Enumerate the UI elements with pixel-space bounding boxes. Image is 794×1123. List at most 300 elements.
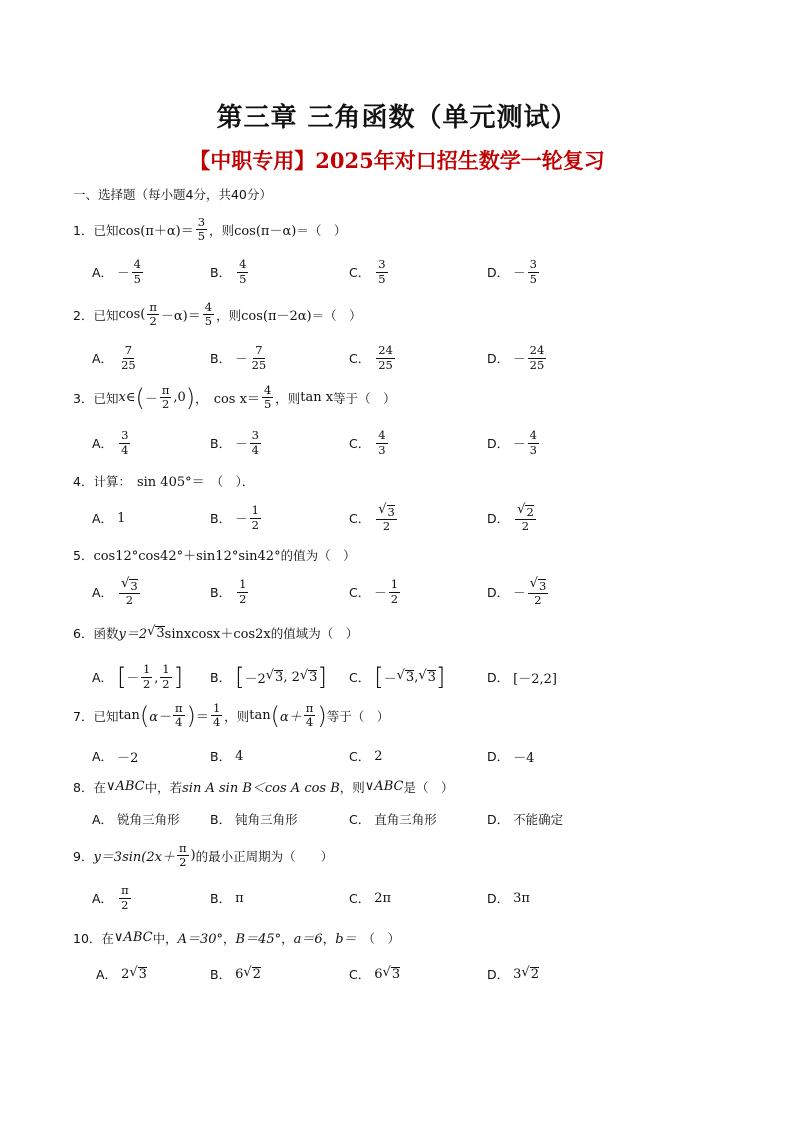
square-root <box>383 965 401 982</box>
fraction-denominator: 25 <box>378 357 393 372</box>
option-label: A． <box>96 967 118 982</box>
option-d[interactable] <box>487 570 550 614</box>
question-3 <box>73 384 396 411</box>
fraction <box>211 702 222 729</box>
math-expression: ∨ABC <box>113 930 153 945</box>
option-label: C． <box>349 436 371 451</box>
option-c[interactable] <box>349 876 391 920</box>
option-c[interactable] <box>349 797 437 841</box>
math-expression: 2 <box>121 966 130 982</box>
fraction-denominator: 2 <box>382 518 391 533</box>
text-span: 2． <box>73 307 94 323</box>
math-expression: y＝2 <box>118 627 148 642</box>
text-span: 中，若 <box>144 779 183 795</box>
text-span: ＝（ ） <box>311 307 362 323</box>
radical-sign: √ <box>529 576 538 592</box>
question-7 <box>73 702 389 729</box>
option-label: A． <box>92 891 114 906</box>
fraction <box>119 884 131 911</box>
square-root <box>300 668 318 685</box>
square-root <box>530 577 547 593</box>
fraction-numerator: 1 <box>239 577 247 592</box>
fraction-numerator: π <box>178 841 187 855</box>
option-label: D． <box>487 351 510 366</box>
radical-sign: √ <box>121 576 130 592</box>
fraction-numerator: 3 <box>121 428 129 443</box>
option-label: A． <box>92 585 114 600</box>
option-label: D． <box>487 585 510 600</box>
radicand: 3 <box>156 625 165 641</box>
fraction-denominator: 2 <box>390 591 399 606</box>
text-span: － <box>374 585 387 600</box>
fraction <box>376 503 397 533</box>
text-span: 中， <box>152 930 178 946</box>
fraction-numerator: 3 <box>251 428 259 443</box>
square-root <box>147 624 165 641</box>
option-a[interactable] <box>96 952 147 996</box>
option-b[interactable] <box>210 734 243 778</box>
option-d[interactable] <box>487 734 534 778</box>
radicand: 3 <box>391 967 401 983</box>
text-span: 9． <box>73 848 94 864</box>
text-span: 的最小正周期为（ ） <box>195 848 334 864</box>
fraction-denominator: 3 <box>378 442 386 457</box>
fraction <box>160 663 171 690</box>
fraction <box>250 344 269 371</box>
fraction-denominator: 5 <box>378 271 386 286</box>
text-span: 锐角三角形 <box>117 812 180 827</box>
page-title: 第三章 三角函数（单元测试） <box>216 103 578 133</box>
math-expression: y＝3sin(2x＋ <box>93 850 175 866</box>
fraction <box>177 842 189 869</box>
fraction <box>389 578 400 605</box>
option-b[interactable] <box>210 797 298 841</box>
text-span: 在 <box>101 930 114 946</box>
option-a[interactable] <box>92 655 183 699</box>
bracket: ] <box>173 663 183 691</box>
radicand: 3 <box>387 505 395 520</box>
fraction-numerator: 1 <box>251 503 259 518</box>
radicand: 2 <box>530 967 539 983</box>
text-span: 已知 <box>93 307 119 323</box>
option-label: B． <box>210 265 232 280</box>
math-expression: 6 <box>374 966 383 982</box>
math-expression: b＝ <box>335 932 357 947</box>
square-root <box>121 577 138 593</box>
fraction-denominator: 4 <box>251 442 259 457</box>
option-label: A． <box>92 812 114 827</box>
option-label: C． <box>349 967 371 982</box>
fraction-numerator <box>515 503 536 520</box>
radicand: 3 <box>275 670 284 686</box>
option-label: D． <box>487 511 510 526</box>
fraction-numerator: π <box>149 300 157 314</box>
radical-sign: √ <box>396 668 405 684</box>
text-span: － <box>235 511 248 526</box>
math-expression: cos x＝ <box>213 392 260 408</box>
fraction-denominator: 25 <box>251 357 267 372</box>
option-a[interactable] <box>92 421 132 465</box>
radical-sign: √ <box>299 668 309 684</box>
radical-sign: √ <box>378 502 387 518</box>
option-a[interactable] <box>92 797 180 841</box>
square-root <box>521 965 539 982</box>
option-a[interactable] <box>92 876 133 920</box>
option-b[interactable] <box>210 952 261 996</box>
text-span: 在 <box>93 779 106 795</box>
math-expression: ∨ABC <box>105 779 145 794</box>
math-expression: 2π <box>374 890 392 906</box>
fraction <box>237 258 248 285</box>
fraction <box>119 577 140 607</box>
text-span: 已知 <box>93 708 119 724</box>
question-2 <box>73 301 362 328</box>
fraction <box>250 429 261 456</box>
bracket: ) <box>317 701 327 730</box>
math-expression: －4 <box>513 750 535 766</box>
bracket: ] <box>435 663 446 691</box>
text-span: － <box>117 265 130 280</box>
text-span: － <box>235 351 248 366</box>
text-span: 8． <box>73 779 94 795</box>
fraction <box>173 702 185 729</box>
question-8 <box>73 777 453 796</box>
text-span: ，则 <box>224 708 250 724</box>
option-c[interactable] <box>349 496 399 540</box>
radical-sign: √ <box>265 668 275 684</box>
text-span: 直角三角形 <box>374 812 437 827</box>
text-span: （ ）． <box>210 473 255 489</box>
fraction <box>376 258 387 285</box>
fraction <box>119 344 138 371</box>
text-span: － <box>513 585 526 600</box>
question-5 <box>73 545 356 564</box>
text-span: （ ） <box>362 930 401 946</box>
fraction-numerator: π <box>305 701 314 715</box>
fraction-numerator: π <box>174 701 183 715</box>
fraction <box>262 384 273 411</box>
option-b[interactable] <box>210 570 250 614</box>
radicand: 3 <box>130 579 138 594</box>
fraction <box>528 344 547 371</box>
text-span: ，则 <box>339 779 365 795</box>
option-a[interactable] <box>92 496 125 540</box>
fraction-numerator: 7 <box>124 343 133 358</box>
bracket: [ <box>374 663 384 691</box>
option-d[interactable] <box>487 876 530 920</box>
option-label: A． <box>92 436 114 451</box>
math-expression: cos(π＋α)＝ <box>118 224 194 240</box>
math-expression: ＝ <box>195 710 209 726</box>
option-label: B． <box>210 585 232 600</box>
fraction-denominator: 2 <box>162 676 170 691</box>
fraction-denominator: 4 <box>175 715 183 730</box>
fraction-numerator: 24 <box>378 343 393 358</box>
fraction <box>196 216 207 243</box>
option-label: A． <box>92 265 114 280</box>
text-span: 5． <box>73 547 94 563</box>
option-label: B． <box>210 351 232 366</box>
text-span: 3． <box>73 390 94 406</box>
bracket: [ <box>117 663 127 691</box>
fraction-denominator: 2 <box>521 518 530 533</box>
text-span: ，则 <box>216 307 242 323</box>
fraction-denominator: 5 <box>239 271 247 286</box>
option-d[interactable] <box>487 250 541 294</box>
math-expression: [－2,2] <box>513 671 557 687</box>
fraction-numerator <box>376 503 397 520</box>
option-label: B． <box>210 749 232 764</box>
options-q2 <box>92 336 712 380</box>
text-span: － <box>513 436 526 451</box>
options-q1 <box>92 250 712 294</box>
square-root <box>397 668 415 685</box>
square-root <box>243 965 261 982</box>
option-label: A． <box>92 511 114 526</box>
text-span: 已知 <box>93 390 119 406</box>
text-span: , <box>154 669 159 685</box>
fraction-numerator: 4 <box>263 383 272 397</box>
fraction <box>132 258 143 285</box>
fraction-numerator: π <box>121 883 129 898</box>
fraction-denominator: 2 <box>161 397 170 412</box>
fraction-numerator <box>528 577 549 594</box>
option-c[interactable] <box>349 570 402 614</box>
option-label: C． <box>349 265 371 280</box>
fraction <box>528 258 539 285</box>
bracket: ( <box>135 383 145 412</box>
option-c[interactable] <box>349 421 390 465</box>
math-expression: sin A sin B＜cos A cos B <box>182 781 340 796</box>
page-subtitle: 【中职专用】2025年对口招生数学一轮复习 <box>189 148 605 173</box>
option-b[interactable] <box>210 496 263 540</box>
fraction-denominator: 5 <box>197 229 206 244</box>
radical-sign: √ <box>147 623 156 639</box>
options-q8 <box>92 797 712 841</box>
radical-sign: √ <box>418 668 427 684</box>
math-expression: π <box>235 890 244 906</box>
text-span: ， <box>322 930 336 946</box>
math-expression: － <box>383 671 397 687</box>
math-expression: a＝6 <box>293 932 323 947</box>
square-root <box>266 668 284 685</box>
text-span: 是（ ） <box>403 779 454 795</box>
text-span: 的值为（ ） <box>280 547 356 563</box>
math-expression: sinxcosx＋cos2x <box>164 627 271 642</box>
radical-sign: √ <box>517 502 526 518</box>
option-c[interactable] <box>349 952 400 996</box>
option-label: C． <box>349 511 371 526</box>
math-expression: cos(π－2α) <box>241 309 312 325</box>
fraction <box>376 429 387 456</box>
fraction-denominator: 5 <box>133 271 141 286</box>
math-expression: cos( <box>118 307 146 323</box>
radicand: 3 <box>309 670 318 686</box>
fraction-denominator: 25 <box>121 357 136 372</box>
text-span: 已知 <box>93 222 119 238</box>
option-label: C． <box>349 585 371 600</box>
option-label: D． <box>487 812 510 827</box>
option-label: C． <box>349 891 371 906</box>
fraction-denominator: 2 <box>251 517 259 532</box>
square-root <box>517 503 534 519</box>
option-a[interactable] <box>92 734 138 778</box>
options-q5 <box>92 570 712 614</box>
option-d[interactable] <box>487 797 563 841</box>
option-label: A． <box>92 670 114 685</box>
option-b[interactable] <box>210 336 270 380</box>
options-q10 <box>92 952 712 996</box>
text-span: 计算： <box>93 473 131 489</box>
section-heading: 一、选择题（每小题4分，共40分） <box>73 187 272 202</box>
option-a[interactable] <box>92 336 140 380</box>
option-c[interactable] <box>349 250 390 294</box>
fraction-numerator: 3 <box>378 257 386 272</box>
text-span: 10． <box>73 930 102 946</box>
bracket: [ <box>235 663 245 691</box>
fraction <box>304 702 316 729</box>
fraction-numerator: 24 <box>529 343 545 358</box>
math-expression: x∈ <box>118 390 136 406</box>
fraction <box>528 429 539 456</box>
fraction <box>203 301 214 328</box>
option-label: D． <box>487 749 510 764</box>
bracket: ) <box>186 701 196 730</box>
question-1 <box>73 216 346 243</box>
fraction-numerator: π <box>161 383 170 397</box>
fraction-denominator: 25 <box>529 357 545 372</box>
fraction-denominator: 2 <box>149 314 157 329</box>
math-expression: B＝45° <box>235 932 282 947</box>
radicand: 3 <box>427 670 436 686</box>
fraction-denominator: 2 <box>121 897 129 912</box>
fraction-denominator: 4 <box>212 715 221 730</box>
option-d[interactable] <box>487 655 557 699</box>
option-label: C． <box>349 670 371 685</box>
fraction-numerator: 1 <box>142 662 151 677</box>
fraction-numerator: 4 <box>133 257 141 272</box>
math-expression: cos(π－α) <box>234 224 297 240</box>
text-span: － <box>235 436 248 451</box>
math-expression: , <box>414 669 419 685</box>
option-a[interactable] <box>92 250 145 294</box>
option-c[interactable] <box>349 336 397 380</box>
text-span: 4． <box>73 473 94 489</box>
math-expression: － <box>144 392 158 408</box>
option-label: D． <box>487 436 510 451</box>
math-expression: －α)＝ <box>160 309 201 325</box>
fraction-numerator: 3 <box>529 257 537 272</box>
question-4 <box>73 471 254 490</box>
fraction-numerator: 1 <box>162 662 170 677</box>
math-expression: sin 405°＝ <box>136 475 205 490</box>
option-c[interactable] <box>349 655 445 699</box>
fraction-denominator: 2 <box>179 855 187 870</box>
fraction-numerator: 4 <box>239 257 247 272</box>
question-9 <box>73 842 333 869</box>
options-q9 <box>92 876 712 920</box>
fraction-numerator: 4 <box>378 428 386 443</box>
fraction-denominator: 5 <box>204 314 213 329</box>
math-expression: 1 <box>117 510 126 526</box>
text-span: 等于（ ） <box>326 708 390 724</box>
option-label: C． <box>349 351 371 366</box>
option-label: B． <box>210 967 232 982</box>
fraction-denominator: 2 <box>239 591 247 606</box>
option-d[interactable] <box>487 336 548 380</box>
math-expression: 3 <box>513 966 522 982</box>
fraction-denominator: 2 <box>534 592 542 607</box>
fraction-numerator: 4 <box>204 300 213 314</box>
fraction <box>237 578 248 605</box>
option-c[interactable] <box>349 734 383 778</box>
fraction <box>528 577 549 607</box>
option-label: D． <box>487 967 510 982</box>
bracket: ) <box>185 383 196 412</box>
options-q4 <box>92 496 712 540</box>
option-label: D． <box>487 265 510 280</box>
text-span: － <box>513 265 526 280</box>
text-span: － <box>513 351 526 366</box>
options-q3 <box>92 421 712 465</box>
math-expression: 3π <box>513 890 530 906</box>
question-10 <box>73 928 400 947</box>
fraction-denominator: 3 <box>529 442 537 457</box>
text-span: ， <box>223 930 236 946</box>
option-b[interactable] <box>210 655 327 699</box>
text-span: 不能确定 <box>513 812 564 827</box>
math-expression: cos12°cos42°＋sin12°sin42° <box>93 549 281 564</box>
option-label: B． <box>210 891 232 906</box>
radicand: 3 <box>405 670 415 686</box>
bracket: ] <box>317 663 327 691</box>
option-a[interactable] <box>92 570 142 614</box>
fraction-numerator: 3 <box>197 215 206 229</box>
text-span: ＝（ ） <box>296 222 347 238</box>
option-d[interactable] <box>487 496 538 540</box>
radical-sign: √ <box>521 965 530 981</box>
fraction-denominator: 4 <box>121 442 129 457</box>
text-span: ， <box>281 930 294 946</box>
option-b[interactable] <box>210 876 244 920</box>
text-span: ， <box>195 390 208 406</box>
option-label: C． <box>349 812 371 827</box>
option-d[interactable] <box>487 952 539 996</box>
math-expression: ) <box>190 848 196 864</box>
question-6 <box>73 623 358 642</box>
option-label: A． <box>92 749 114 764</box>
option-label: B． <box>210 670 232 685</box>
option-d[interactable] <box>487 421 541 465</box>
fraction-denominator: 4 <box>305 715 314 730</box>
square-root <box>129 965 147 982</box>
radicand: 2 <box>526 505 534 520</box>
math-expression: A＝30° <box>177 932 224 947</box>
radicand: 2 <box>252 967 261 983</box>
text-span: 的值域为（ ） <box>270 625 359 641</box>
math-expression: －2 <box>244 671 266 687</box>
text-span: 6． <box>73 625 94 641</box>
radical-sign: √ <box>243 965 252 981</box>
option-b[interactable] <box>210 421 263 465</box>
fraction <box>250 504 261 531</box>
text-span: 钝角三角形 <box>235 812 298 827</box>
square-root <box>418 668 436 685</box>
math-expression: α－ <box>149 710 171 726</box>
text-span: － <box>126 670 139 685</box>
option-b[interactable] <box>210 250 250 294</box>
radical-sign: √ <box>129 965 138 981</box>
